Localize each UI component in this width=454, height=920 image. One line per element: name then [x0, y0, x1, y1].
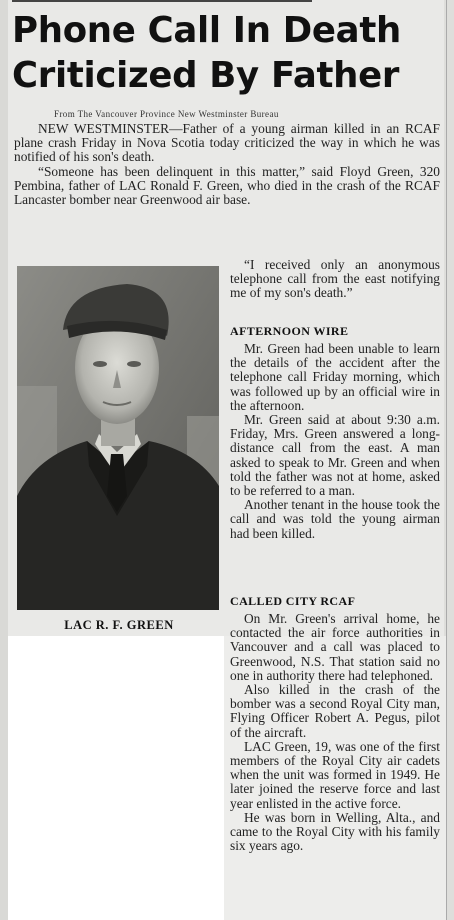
headline-line-2: Criticized By Father: [12, 55, 400, 96]
paragraph-5: Mr. Green said at about 9:30 a.m. Friday, Mrs. Green answered a long-distance call from the east. A man asked to speak to Mr. Green and when told the father was not at home, asked to be referred to a man.: [230, 412, 440, 499]
column-rule: [446, 0, 447, 920]
paragraph-1: NEW WESTMINSTER—Father of a young airman killed in an RCAF plane crash Friday in Nova Scotia today criticized the way in which he was notified of his son's death.: [14, 121, 440, 165]
paragraph-9: LAC Green, 19, was one of the first members of the Royal City air cadets when the unit was formed in 1949. He later joined the reserve force and last year enlisted in the active force.: [230, 738, 440, 811]
subhead-afternoon-wire: AFTERNOON WIRE: [230, 324, 349, 338]
called-city-rcaf-section: [230, 612, 440, 853]
paragraph-4: Mr. Green had been unable to learn the details of the accident after the telephone call Friday morning, which was followed up by an official wire in the afternoon.: [230, 341, 440, 413]
headline-line-1: Phone Call In Death: [12, 10, 401, 51]
photo-caption: LAC R. F. GREEN: [64, 618, 174, 632]
lead-paragraphs: [14, 122, 440, 207]
portrait-photo: [17, 266, 219, 610]
headline: [12, 8, 442, 98]
left-page-edge: [0, 0, 8, 920]
quote-paragraph: [230, 258, 440, 301]
paragraph-6: Another tenant in the house took the call and was told the young airman had been killed.: [230, 497, 440, 541]
top-rule: [12, 0, 312, 2]
paragraph-8: Also killed in the crash of the bomber was a second Royal City man, Flying Officer Robert A. Pegus, pilot of the aircraft.: [230, 682, 440, 740]
paragraph-10: He was born in Welling, Alta., and came to the Royal City with his family six years ago.: [230, 809, 440, 854]
paragraph-7: On Mr. Green's arrival home, he contacted the air force authorities in Vancouver and a call was placed to Greenwood, N.S. That station said no one in authority there had telephoned.: [230, 611, 440, 683]
byline: From The Vancouver Province New Westminster Bureau: [54, 109, 279, 119]
subhead-called-city-rcaf: CALLED CITY RCAF: [230, 594, 356, 608]
blank-area: [8, 636, 224, 920]
paragraph-3: “I received only an anonymous telephone call from the east notifying me of my son's death.”: [230, 257, 440, 301]
afternoon-wire-section: [230, 342, 440, 541]
paragraph-2: “Someone has been delinquent in this matter,” said Floyd Green, 320 Pembina, father of LAC Ronald F. Green, who died in the crash of the RCAF Lancaster bomber near Greenwood air base.: [14, 163, 440, 208]
